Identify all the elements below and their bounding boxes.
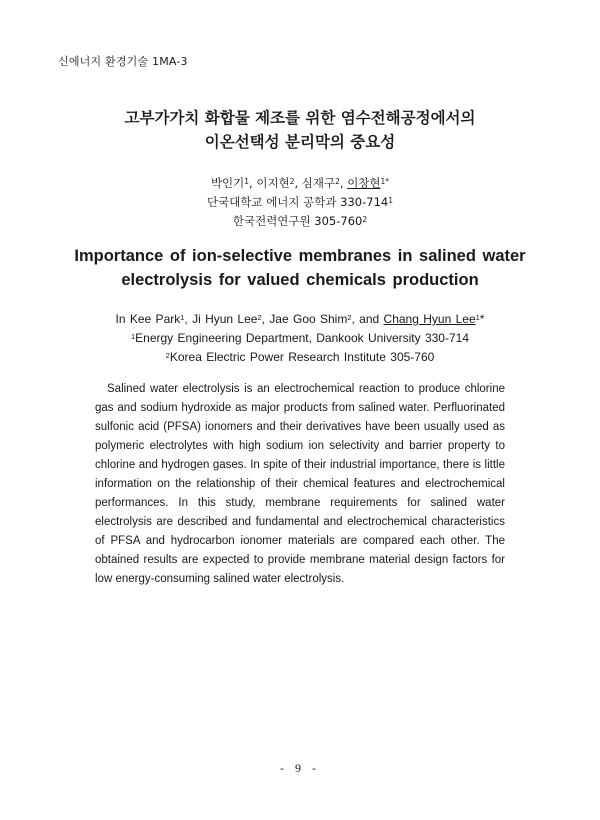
author-separator: , — [184, 312, 193, 326]
english-affiliation-2-sup: 2 — [165, 351, 170, 360]
korean-affiliation-2-text: 한국전력연구원 305-760 — [232, 214, 363, 228]
abstract-paragraph: Salined water electrolysis is an electrochemical reaction to produce chlorine gas and sodium hydroxide as major products from salined water. Perfluorinated sulfonic acid (PFSA) ionomers and their derivatives have been usually used as polymeric electrolytes with high sodium ion selectivity and barrier property to chlorine and hydrogen gases. In spite of their industrial importance, there is little information on the relationship of their chemical features and electrochemical performances. In this study, membrane requirements for salined water electrolysis are described and fundamental and electrochemical characteristics of PFSA and hydrocarbon ionomer materials are compared each other. The obtained results are expected to provide membrane material design factors for low energy-consuming salined water electrolysis. — [95, 383, 505, 585]
korean-title — [0, 106, 600, 154]
korean-author-sup: 2 — [289, 177, 295, 186]
korean-author-name: 심재구 — [301, 176, 336, 190]
korean-author-sup: 1 — [244, 177, 250, 186]
korean-author-sup: 1* — [380, 177, 390, 186]
english-author-name: Jae Goo Shim — [269, 312, 348, 326]
english-author-name: Ji Hyun Lee — [192, 312, 258, 326]
korean-affiliation-1-sup: 1 — [388, 196, 393, 205]
english-affiliation-1 — [0, 329, 600, 348]
english-author-sup: 1 — [180, 313, 185, 322]
session-header: 신에너지 환경기술 1MA-3 — [58, 55, 188, 68]
english-author-name: In Kee Park — [115, 312, 181, 326]
english-affiliation-1-text: Energy Engineering Department, Dankook University 330-714 — [135, 331, 470, 345]
korean-author-name: 박인기 — [210, 176, 245, 190]
korean-title-line1: 고부가가치 화합물 제조를 위한 염수전해공정에서의 — [124, 109, 476, 127]
english-author-block — [0, 310, 600, 367]
author-separator: , — [294, 176, 302, 190]
author-separator: , and — [351, 312, 384, 326]
korean-affiliation-2-sup: 2 — [362, 215, 368, 224]
english-author-list — [0, 310, 600, 329]
corresponding-mark: * — [479, 312, 485, 326]
english-title-line1: Importance of ion-selective membranes in salined water — [74, 247, 526, 265]
english-affiliation-1-sup: 1 — [130, 332, 136, 341]
korean-author-sup: 2 — [335, 177, 340, 186]
page-number: - 9 - — [280, 761, 320, 775]
author-separator: , — [339, 176, 348, 190]
english-title — [0, 244, 600, 292]
english-author-sup: 2 — [347, 313, 352, 322]
korean-corresponding-author: 이창현 — [347, 176, 381, 190]
english-author-sup: 2 — [257, 313, 262, 322]
korean-author-name: 이지현 — [256, 176, 290, 190]
english-affiliation-2 — [0, 348, 600, 367]
english-corresponding-author: Chang Hyun Lee — [383, 312, 476, 326]
english-title-line2: electrolysis for valued chemicals production — [121, 271, 479, 289]
korean-title-line2: 이온선택성 분리막의 중요성 — [204, 133, 396, 151]
korean-affiliation-1 — [0, 193, 600, 212]
korean-affiliation-1-text: 단국대학교 에너지 공학과 330-714 — [207, 195, 389, 209]
author-separator: , — [261, 312, 270, 326]
korean-author-block — [0, 174, 600, 231]
author-separator: , — [249, 176, 257, 190]
english-author-sup: 1 — [475, 313, 480, 322]
korean-affiliation-2 — [0, 212, 600, 231]
korean-author-list — [0, 174, 600, 193]
english-affiliation-2-text: Korea Electric Power Research Institute 305-760 — [169, 350, 435, 364]
